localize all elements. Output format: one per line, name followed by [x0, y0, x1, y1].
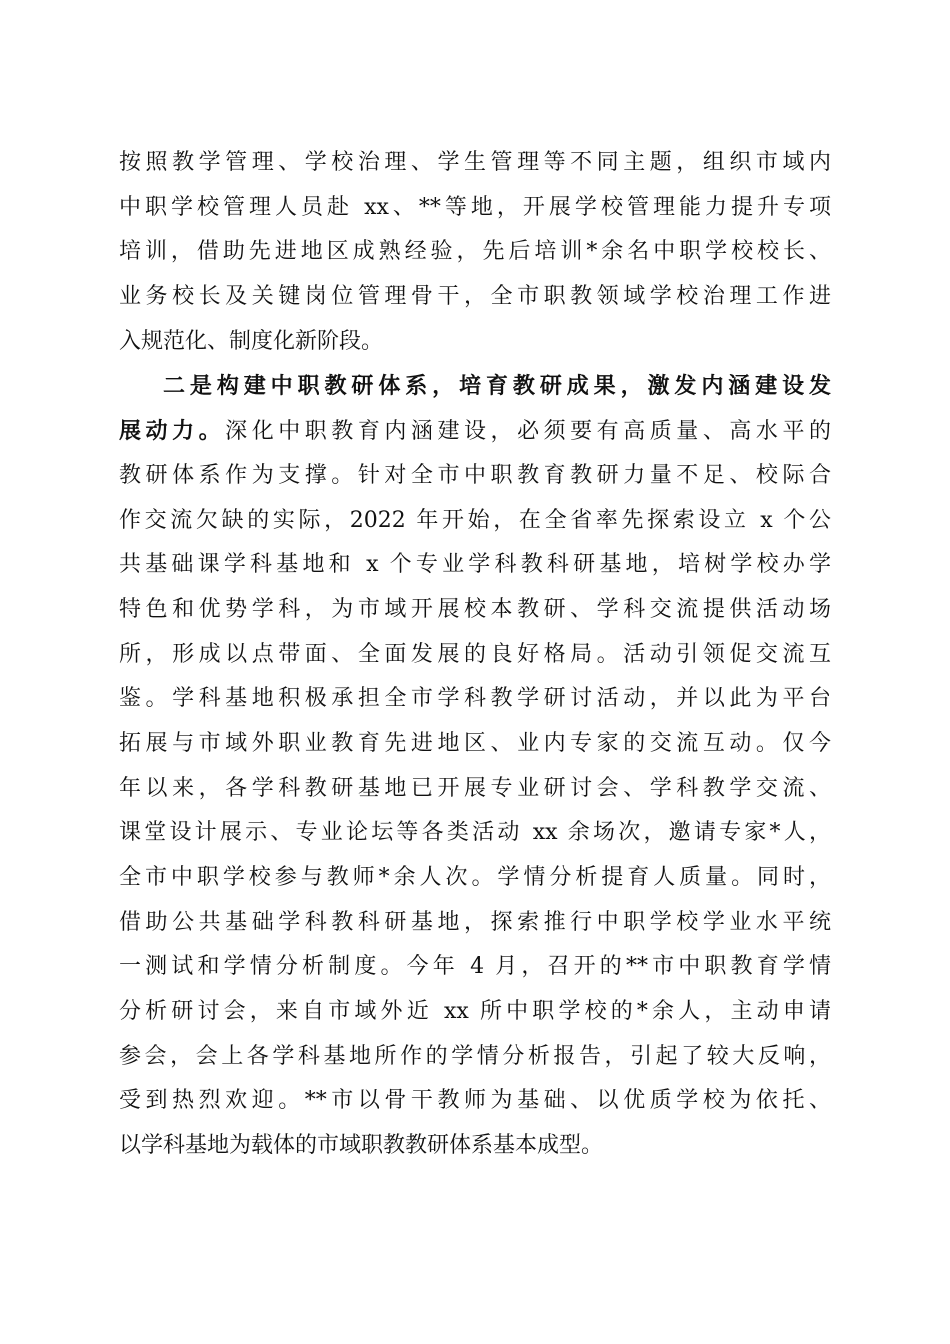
- text-line: 按照教学管理、学校治理、学生管理等不同主题，组织市域内: [119, 150, 831, 175]
- text-line-rest: 深化中职教育内涵建设，必须要有高质量、高水平的: [225, 419, 831, 445]
- text-line: 鉴。学科基地积极承担全市学科教学研讨活动，并以此为平台: [119, 686, 831, 712]
- section-heading: 二是构建中职教研体系，培育教研成果，激发内涵建设发: [163, 373, 831, 400]
- text-line: [119, 409, 831, 454]
- paragraph-school-governance: [119, 141, 831, 364]
- text-line: 教研体系作为支撑。针对全市中职教育教研力量不足、校际合: [119, 462, 831, 488]
- text-line: 共基础课学科基地和 x 个专业学科教科研基地，培树学校办学: [119, 552, 831, 578]
- text-line: 拓展与市域外职业教育先进地区、业内专家的交流互动。仅今: [119, 730, 831, 756]
- text-line: 作交流欠缺的实际，2022 年开始，在全省率先探索设立 x 个公: [119, 507, 831, 533]
- text-line: 年以来，各学科教研基地已开展专业研讨会、学科教学交流、: [119, 775, 831, 801]
- text-line: 借助公共基础学科教科研基地，探索推行中职学校学业水平统: [119, 909, 831, 935]
- text-line: 分析研讨会，来自市域外近 xx 所中职学校的*余人，主动申请: [119, 999, 831, 1025]
- section-heading-tail: 展动力。: [119, 418, 226, 445]
- text-line: 一测试和学情分析制度。今年 4 月，召开的**市中职教育学情: [119, 954, 831, 980]
- text-line: 中职学校管理人员赴 xx、**等地，开展学校管理能力提升专项: [119, 194, 831, 220]
- text-line: 全市中职学校参与教师*余人次。学情分析提育人质量。同时，: [119, 865, 831, 890]
- text-line: 培训，借助先进地区成熟经验，先后培训*余名中职学校校长、: [119, 239, 831, 265]
- paragraph-teaching-research-system: [119, 364, 831, 1168]
- text-line: 课堂设计展示、专业论坛等各类活动 xx 余场次，邀请专家*人，: [119, 820, 831, 846]
- text-line: 受到热烈欢迎。**市以骨干教师为基础、以优质学校为依托、: [119, 1088, 831, 1114]
- document-page: [119, 141, 831, 1169]
- text-line: 特色和优势学科，为市域开展校本教研、学科交流提供活动场: [119, 596, 831, 622]
- text-line: 参会，会上各学科基地所作的学情分析报告，引起了较大反响，: [119, 1043, 831, 1069]
- text-line: 所，形成以点带面、全面发展的良好格局。活动引领促交流互: [119, 641, 831, 667]
- text-line: 业务校长及关键岗位管理骨干，全市职教领域学校治理工作进: [119, 284, 831, 310]
- text-line: 入规范化、制度化新阶段。: [119, 328, 384, 354]
- text-line: 以学科基地为载体的市域职教教研体系基本成型。: [119, 1133, 604, 1159]
